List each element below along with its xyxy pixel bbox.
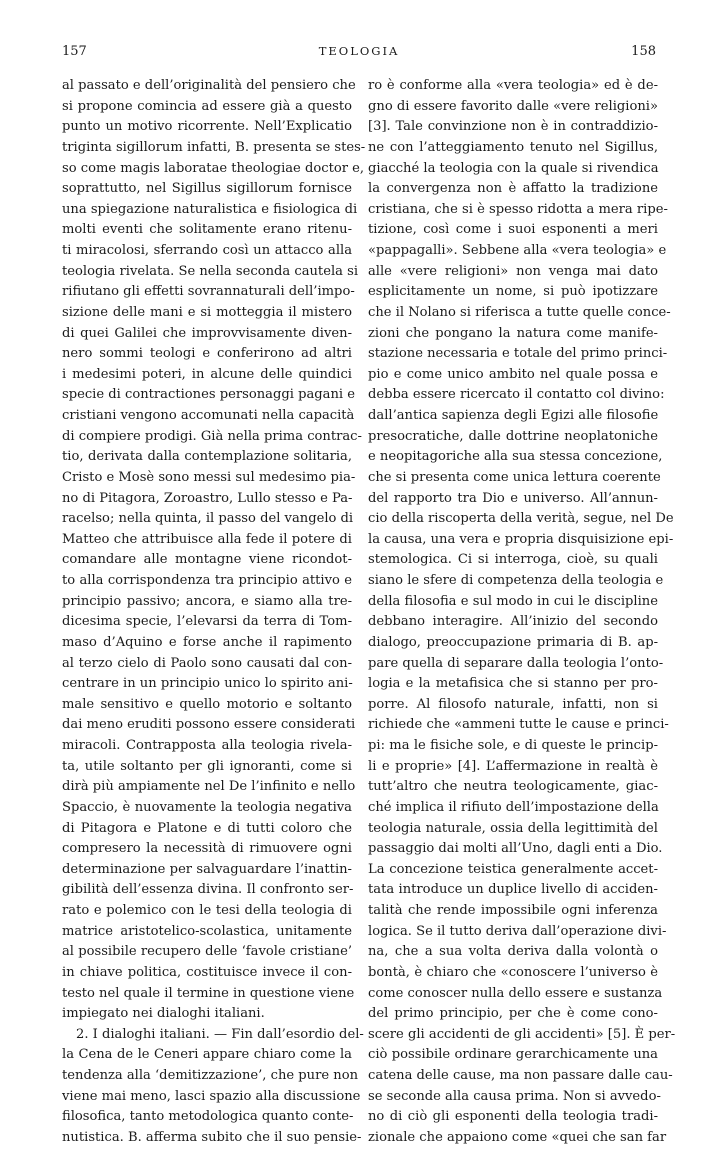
text-line: rato e polemico con le tesi della teologia di — [62, 903, 352, 918]
text-line: tizione, così come i suoi esponenti a meri — [368, 222, 658, 238]
page-number-right: 158 — [631, 44, 656, 59]
text-line: teologia naturale, ossia della legittimità del — [368, 820, 658, 836]
text-line: viene mai meno, lasci spazio alla discussione — [62, 1088, 361, 1104]
text-line: nero sommi teologi e conferirono ad altri — [62, 346, 352, 362]
text-line: nutistica. B. afferma subito che il suo pensie- — [62, 1129, 362, 1145]
text-line: di compiere prodigi. Già nella prima contrac- — [62, 428, 362, 444]
text-line: catena delle cause, ma non passare dalle cau- — [368, 1068, 673, 1083]
text-line: sizione delle mani e si motteggia il mistero — [62, 304, 352, 320]
text-line: filosofica, tanto metodologica quanto conte- — [62, 1109, 354, 1125]
text-line: gibilità dell’essenza divina. Il confronto ser- — [62, 882, 354, 898]
text-line: no di Pitagora, Zoroastro, Lullo stesso e Pa- — [62, 490, 353, 506]
text-line: si propone comincia ad essere già a questo — [62, 98, 352, 114]
text-line: al possibile recupero delle ‘favole cristiane’ — [62, 944, 352, 960]
text-line: Cristo e Mosè sono messi sul medesimo pia- — [62, 469, 356, 485]
text-line: cristiana, che si è spesso ridotta a mera ripe- — [368, 201, 668, 217]
text-line: testo nel quale il termine in questione viene — [62, 985, 355, 1001]
text-line: centrare in un principio unico lo spirito ani- — [62, 676, 353, 692]
text-line: del primo principio, per che è come cono- — [368, 1006, 658, 1022]
text-line: dicesima specie, l’elevarsi da terra di Tom- — [62, 614, 352, 630]
text-line: tata introduce un duplice livello di acciden- — [368, 882, 658, 898]
text-line: Spaccio, è nuovamente la teologia negativa — [62, 799, 352, 815]
text-line: dirà più ampiamente nel De l’infinito e nello — [62, 779, 356, 795]
text-line: dall’antica sapienza degli Egizi alle filosofie — [368, 408, 659, 423]
text-line: 2. I dialoghi italiani. — Fin dall’esordio del- — [76, 1026, 364, 1042]
text-line: determinazione per salvaguardare l’inattin- — [62, 861, 352, 877]
text-line: tendenza alla ‘demitizzazione’, che pure non — [62, 1068, 359, 1083]
text-line: porre. Al filosofo naturale, infatti, non si — [368, 696, 658, 712]
text-line: li e proprie» [4]. L’affermazione in realtà è — [368, 758, 658, 774]
text-line: in chiave politica, costituisce invece il con- — [62, 964, 352, 980]
text-line: male sensitivo e quello motorio e soltanto — [62, 696, 352, 712]
text-line: della filosofia e sul modo in cui le discipline — [368, 593, 658, 609]
text-line: che si presenta come unica lettura coerente — [368, 469, 661, 485]
text-line: ti miracolosi, sferrando così un attacco alla — [62, 243, 352, 258]
text-line: ciò possibile ordinare gerarchicamente una — [368, 1047, 658, 1063]
text-line: bontà, è chiaro che «conoscere l’universo è — [368, 964, 658, 980]
text-line: matrice aristotelico-scolastica, unitamente — [62, 923, 352, 939]
text-line: no di ciò gli esponenti della teologia tradi- — [368, 1109, 658, 1125]
text-line: se seconde alla causa prima. Non si avvedo- — [368, 1088, 661, 1104]
text-line: giacché la teologia con la quale si rivendica — [368, 160, 659, 176]
text-line: dialogo, preoccupazione primaria di B. ap- — [368, 634, 658, 650]
text-line: stazione necessaria e totale del primo princi- — [368, 346, 668, 362]
text-line: talità che rende impossibile ogni inferenza — [368, 903, 658, 918]
text-line: zioni che pongano la natura come manife- — [368, 325, 658, 341]
text-line: di Pitagora e Platone e di tutti coloro che — [62, 820, 352, 836]
text-line: tutt’altro che neutra teologicamente, giac- — [368, 779, 658, 795]
text-line: La concezione teistica generalmente accet- — [368, 861, 658, 877]
text-line: che il Nolano si riferisca a tutte quelle conce- — [368, 304, 671, 320]
text-line: e neopitagoriche alla sua stessa concezione, — [368, 449, 663, 465]
text-line: alle «vere religioni» non venga mai dato — [368, 263, 658, 279]
text-line: maso d’Aquino e forse anche il rapimento — [62, 634, 352, 650]
text-line: una spiegazione naturalistica e fisiologica di — [62, 201, 358, 217]
text-line: richiede che «ammeni tutte le cause e princi- — [368, 717, 669, 733]
text-line: i medesimi poteri, in alcune delle quindici — [62, 366, 352, 382]
page-header — [62, 44, 656, 64]
text-line: tio, derivata dalla contemplazione solitaria, — [62, 449, 352, 465]
text-line: esplicitamente un nome, si può ipotizzare — [368, 284, 658, 300]
text-line: soprattutto, nel Sigillus sigillorum fornisce — [62, 181, 352, 197]
text-line: cristiani vengono accomunati nella capacità — [62, 408, 355, 423]
text-line: triginta sigillorum infatti, B. presenta se stes- — [62, 139, 366, 155]
text-line: pi: ma le fisiche sole, e di queste le princip- — [368, 738, 658, 753]
text-line: punto un motivo ricorrente. Nell’Explicatio — [62, 119, 352, 135]
text-line: cio della riscoperta della verità, segue, nel De — [368, 511, 674, 527]
text-line: al terzo cielo di Paolo sono causati dal con- — [62, 655, 352, 671]
text-line: di quei Galilei che improvvisamente diven- — [62, 325, 352, 341]
text-line: molti eventi che solitamente erano ritenu- — [62, 222, 352, 238]
text-line: logica. Se il tutto deriva dall’operazione divi- — [368, 923, 667, 939]
text-line: rifiutano gli effetti sovrannaturali dell’impo- — [62, 284, 355, 300]
text-line: miracoli. Contrapposta alla teologia rivela- — [62, 738, 352, 753]
text-line: specie di contractiones personaggi pagani e — [62, 387, 355, 403]
text-line: scere gli accidenti de gli accidenti» [5]. È per- — [368, 1026, 676, 1042]
page-number-left: 157 — [62, 44, 87, 59]
text-line: to alla corrispondenza tra principio attivo e — [62, 573, 352, 588]
text-line: gno di essere favorito dalle «vere religioni» — [368, 98, 658, 114]
text-line: siano le sfere di competenza della teologia e — [368, 573, 664, 588]
left-text-column — [62, 76, 366, 1149]
text-line: racelso; nella quinta, il passo del vangelo di — [62, 511, 354, 527]
text-line: [3]. Tale convinzione non è in contraddizio- — [368, 119, 658, 135]
text-line: zionale che appaiono come «quei che san far — [368, 1129, 667, 1145]
text-line: stemologica. Ci si interroga, cioè, su quali — [368, 552, 658, 568]
text-line: come conoscer nulla dello essere e sustanza — [368, 985, 663, 1001]
text-line: pio e come unico ambito nel quale possa e — [368, 366, 658, 382]
text-line: ne con l’atteggiamento tenuto nel Sigillus, — [368, 139, 658, 155]
text-line: «pappagalli». Sebbene alla «vera teologia» e — [368, 243, 667, 258]
right-text-column — [368, 76, 676, 1149]
text-line: logia e la metafisica che si stanno per pro- — [368, 676, 658, 692]
text-line: la Cena de le Ceneri appare chiaro come la — [62, 1047, 352, 1063]
text-line: ché implica il rifiuto dell’impostazione della — [368, 799, 659, 815]
text-line: al passato e dell’originalità del pensiero che — [62, 78, 356, 93]
text-line: comandare alle montagne viene ricondot- — [62, 552, 352, 568]
text-line: so come magis laboratae theologiae doctor e, — [62, 160, 365, 176]
text-line: passaggio dai molti all’Uno, dagli enti a Dio. — [368, 841, 663, 857]
text-line: ro è conforme alla «vera teologia» ed è de- — [368, 78, 658, 93]
text-line: principio passivo; ancora, e siamo alla tre- — [62, 593, 352, 609]
text-line: ta, utile soltanto per gli ignoranti, come si — [62, 758, 352, 774]
running-title: TEOLOGIA — [318, 44, 400, 58]
text-line: impiegato nei dialoghi italiani. — [62, 1006, 265, 1022]
text-line: compresero la necessità di rimuovere ogni — [62, 841, 352, 857]
text-line: debbano interagire. All’inizio del secondo — [368, 614, 658, 630]
text-line: la convergenza non è affatto la tradizione — [368, 181, 658, 197]
text-line: pare quella di separare dalla teologia l’onto- — [368, 655, 664, 671]
text-line: debba essere ricercato il contatto col divino: — [368, 387, 665, 403]
text-line: teologia rivelata. Se nella seconda cautela si — [62, 263, 359, 279]
text-line: la causa, una vera e propria disquisizione epi- — [368, 531, 674, 547]
text-line: na, che a sua volta deriva dalla volontà o — [368, 944, 658, 960]
text-line: dai meno eruditi possono essere considerati — [62, 717, 356, 733]
text-line: presocratiche, dalle dottrine neoplatoniche — [368, 428, 658, 444]
text-line: del rapporto tra Dio e universo. All’annun- — [368, 490, 658, 506]
text-line: Matteo che attribuisce alla fede il potere di — [62, 531, 352, 547]
